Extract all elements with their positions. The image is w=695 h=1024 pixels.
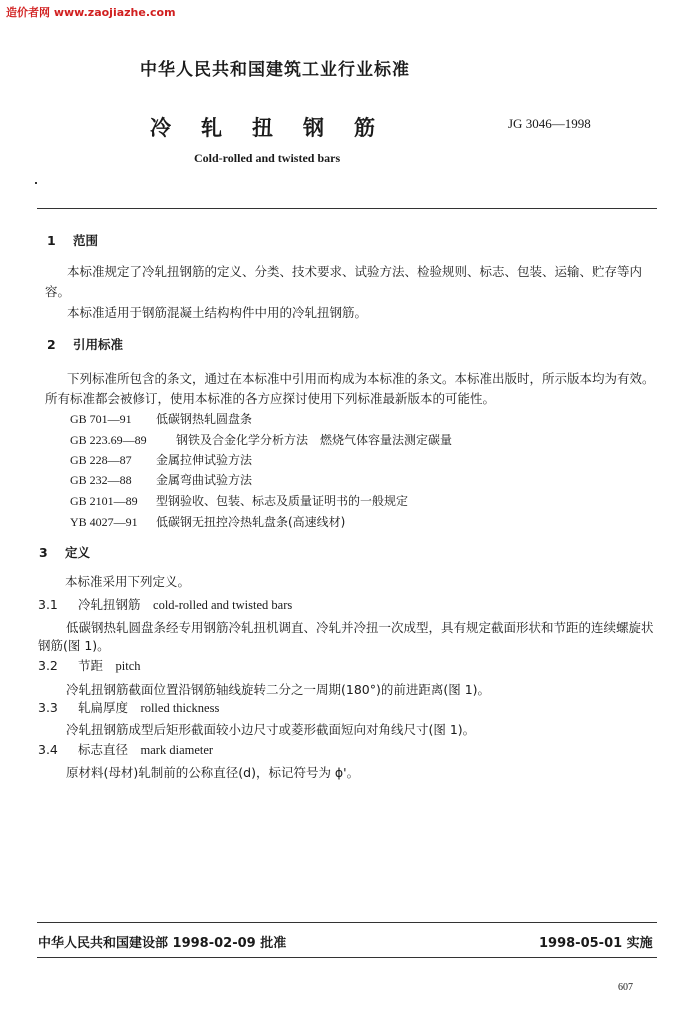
reference-name: 金属弯曲试验方法 [156,473,253,487]
section-number: 3 [39,545,48,560]
standard-number: JG 3046—1998 [508,116,591,131]
footer-bottom-divider [37,957,657,958]
section-title: 定义 [65,545,91,560]
definition-term: 节距 [78,658,104,673]
section-title: 范围 [73,233,99,248]
scan-speck [35,182,37,184]
reference-name: 金属拉伸试验方法 [156,453,253,467]
definition-number: 3.3 [38,700,58,715]
reference-name: 低碳钢无扭控冷热轧盘条(高速线材) [156,515,346,529]
reference-code: GB 223.69—89 [70,433,147,447]
definition-3-4-text: 原材料(母材)轧制前的公称直径(d)，标记符号为 ϕ'。 [66,765,360,780]
reference-item [70,451,252,468]
reference-code: GB 232—88 [70,473,132,487]
definition-number: 3.2 [38,658,58,673]
english-title: Cold-rolled and twisted bars [194,151,341,165]
implementation-date: 1998-05-01 实施 [539,936,653,951]
reference-name: 钢铁及合金化学分析方法 燃烧气体容量法测定碳量 [176,433,453,447]
definition-term-en: pitch [115,659,141,673]
reference-item [70,492,408,509]
section-number: 1 [47,233,56,248]
definition-3-2-heading [38,658,141,674]
reference-code: YB 4027—91 [70,515,138,529]
reference-item [70,410,252,427]
footer-divider [37,922,657,923]
definition-3-1-heading [38,597,292,613]
definition-term-en: cold-rolled and twisted bars [153,598,293,612]
definition-3-3-heading [38,700,219,716]
watermark: 造价者网 www.zaojiazhe.com [6,6,176,19]
reference-item [70,431,452,448]
definition-term: 轧扁厚度 [78,700,129,715]
header-divider [37,208,657,209]
document-title: 冷轧扭钢筋 [150,116,405,140]
section-2-paragraph-1: 下列标准所包含的条文，通过在本标准中引用而构成为本标准的条文。本标准出版时，所示版本均为有效。所有标准都会被修订，使用本标准的各方应探讨使用下列标准最新版本的可能性。 [45,371,655,406]
definition-number: 3.1 [38,597,58,612]
reference-name: 型钢验收、包装、标志及质量证明书的一般规定 [156,494,409,508]
section-1-heading [47,231,98,249]
definition-3-3-text: 冷轧扭钢筋成型后矩形截面较小边尺寸或菱形截面短向对角线尺寸(图 1)。 [66,722,476,737]
section-number: 2 [47,337,56,352]
reference-item [70,513,345,530]
definition-number: 3.4 [38,742,58,757]
page-number: 607 [618,982,633,993]
section-2-heading [47,335,123,353]
definition-term: 标志直径 [78,742,129,757]
section-1-paragraph-2: 本标准适用于钢筋混凝土结构构件中用的冷轧扭钢筋。 [67,305,368,320]
definition-3-2-text: 冷轧扭钢筋截面位置沿钢筋轴线旋转二分之一周期(180°)的前进距离(图 1)。 [66,682,491,697]
definition-3-4-heading [38,742,213,758]
section-3-heading [39,543,90,561]
issuing-organization: 中华人民共和国建筑工业行业标准 [140,60,410,80]
definition-term: 冷轧扭钢筋 [78,597,141,612]
reference-code: GB 228—87 [70,453,132,467]
section-title: 引用标准 [73,337,124,352]
reference-name: 低碳钢热轧圆盘条 [156,412,253,426]
section-1-paragraph-1: 本标准规定了冷轧扭钢筋的定义、分类、技术要求、试验方法、检验规则、标志、包装、运输、贮存等内容。 [45,264,643,299]
reference-item [70,471,252,488]
definition-term-en: mark diameter [140,743,214,757]
reference-code: GB 2101—89 [70,494,138,508]
definition-term-en: rolled thickness [140,701,220,715]
definition-3-1-text: 低碳钢热轧圆盘条经专用钢筋冷轧扭机调直、冷轧并冷扭一次成型，具有规定截面形状和节距的连续螺旋状钢筋(图 1)。 [38,620,654,653]
section-3-intro: 本标准采用下列定义。 [65,574,191,589]
reference-code: GB 701—91 [70,412,132,426]
approval-line: 中华人民共和国建设部 1998-02-09 批准 [38,936,287,951]
